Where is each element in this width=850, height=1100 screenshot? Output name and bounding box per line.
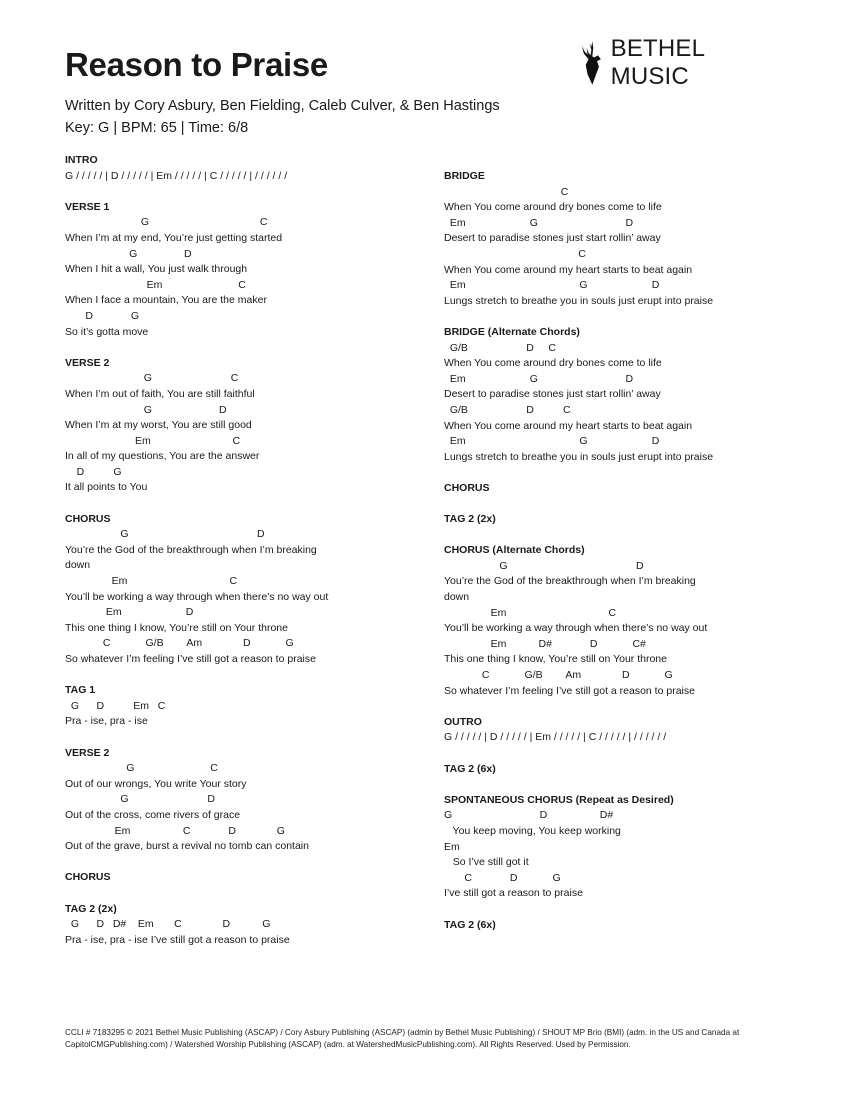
- chord-line: Em C: [444, 606, 617, 619]
- blank-line: [444, 777, 824, 793]
- blank-line: [65, 184, 445, 200]
- section-heading: INTRO: [65, 154, 98, 166]
- blank-line: [444, 465, 824, 481]
- lyric-line: Lungs stretch to breathe you in souls just erupt into praise: [444, 450, 714, 463]
- section-heading: CHORUS: [65, 512, 111, 525]
- chord-line: Em C D G: [65, 824, 285, 837]
- copyright-footer: CCLI # 7183295 © 2021 Bethel Music Publishing (ASCAP) / Cory Asbury Publishing (ASCAP) (admin by Bethel Music Publishing) / SHOUT MP Brio (BMI) (adm. in the US and Canada at CapitolCMGPublishing.com) / Watershed Worship Publishing (ASCAP) (adm. at WatershedMusicPublishing.com). All Rights Reserved. Used by Permission.: [65, 1028, 740, 1049]
- lyric-line: You’re the God of the breakthrough when I’m breaking: [444, 575, 696, 588]
- lyric-line: When You come around dry bones come to life: [444, 357, 662, 370]
- lyric-line: You’ll be working a way through when there’s no way out: [65, 590, 329, 603]
- section-heading: VERSE 2: [65, 356, 110, 369]
- stag-icon: [580, 39, 605, 87]
- blank-line: [65, 496, 445, 512]
- chord-line: Em D# D C#: [444, 637, 646, 650]
- chord-line: Em G D: [444, 372, 634, 385]
- chord-line: Em C: [65, 278, 246, 291]
- chord-line: Em C: [65, 575, 238, 588]
- chord-line: G/B D C: [444, 341, 557, 354]
- logo-text: BETHEL MUSIC: [610, 35, 705, 90]
- lyric-line: G / / / / / | D / / / / / | Em / / / / / | C / / / / / | / / / / / /: [65, 169, 288, 182]
- lyric-line: When You come around my heart starts to beat again: [444, 263, 693, 276]
- section-heading: OUTRO: [444, 715, 482, 728]
- chord-line: Em D: [65, 606, 194, 619]
- chord-line: G D D# Em C D G: [65, 918, 271, 931]
- songwriters: Written by Cory Asbury, Ben Fielding, Caleb Culver, & Ben Hastings: [65, 98, 500, 114]
- blank-line: [65, 340, 445, 356]
- section-heading: CHORUS (Alternate Chords): [444, 544, 585, 557]
- chord-line: G C: [65, 762, 218, 775]
- lyric-line: Out of the grave, burst a revival no tomb can contain: [65, 840, 309, 853]
- lyric-line: You keep moving, You keep working: [444, 824, 621, 837]
- section-heading: VERSE 2: [65, 746, 110, 759]
- blank-line: [65, 668, 445, 684]
- blank-line: [65, 855, 445, 871]
- chord-line: Em G D: [444, 216, 634, 229]
- left-column: [65, 153, 445, 948]
- chord-line: Em C: [65, 434, 241, 447]
- chord-line: G D: [65, 793, 215, 806]
- section-heading: BRIDGE (Alternate Chords): [444, 325, 580, 338]
- blank-line: [65, 730, 445, 746]
- lyric-line: So it’s gotta move: [65, 325, 149, 338]
- chord-line: C D G: [444, 871, 561, 884]
- blank-line: [444, 309, 824, 325]
- right-column: [444, 169, 824, 933]
- section-heading: TAG 2 (6x): [444, 762, 496, 775]
- lyric-line: When I’m at my end, You’re just getting started: [65, 231, 283, 244]
- lyric-line: When You come around dry bones come to life: [444, 201, 662, 214]
- chord-line: G D Em C: [65, 699, 166, 712]
- blank-line: [444, 496, 824, 512]
- chord-line: G C: [65, 372, 239, 385]
- section-heading: TAG 2 (2x): [444, 513, 496, 526]
- section-heading: CHORUS: [444, 481, 490, 494]
- song-title: Reason to Praise: [65, 46, 328, 83]
- section-heading: VERSE 1: [65, 200, 110, 213]
- lyric-line: In all of my questions, You are the answer: [65, 450, 260, 463]
- section-heading: TAG 2 (6x): [444, 918, 496, 931]
- lyric-line: When I’m out of faith, You are still faithful: [65, 387, 255, 400]
- lyric-line: Out of our wrongs, You write Your story: [65, 777, 247, 790]
- chord-line: C: [444, 247, 586, 260]
- lyric-line: So whatever I’m feeling I’ve still got a reason to praise: [65, 653, 316, 665]
- chord-line: G C: [65, 216, 268, 229]
- chord-line: G D D#: [444, 809, 614, 822]
- blank-line: [444, 902, 824, 918]
- key-bpm-time: Key: G | BPM: 65 | Time: 6/8: [65, 120, 249, 136]
- section-heading: TAG 2 (2x): [65, 902, 117, 915]
- lyric-line: You’ll be working a way through when there’s no way out: [444, 622, 708, 635]
- lyric-line: down: [65, 559, 91, 572]
- section-heading: TAG 1: [65, 684, 96, 697]
- lyric-line: When I face a mountain, You are the maker: [65, 294, 267, 307]
- section-heading: SPONTANEOUS CHORUS (Repeat as Desired): [444, 793, 674, 806]
- blank-line: [444, 699, 824, 715]
- chord-line: C: [444, 185, 569, 198]
- lyric-line: When I’m at my worst, You are still good: [65, 419, 252, 432]
- lyric-line: Pra - ise, pra - ise: [65, 715, 148, 728]
- section-heading: CHORUS: [65, 871, 111, 884]
- chord-line: Em: [444, 840, 460, 853]
- lyric-line: down: [444, 591, 470, 604]
- lyric-line: When I hit a wall, You just walk through: [65, 263, 248, 276]
- lyric-line: This one thing I know, You’re still on Your throne: [65, 621, 288, 634]
- bethel-music-logo: [580, 35, 780, 90]
- chord-line: D G: [65, 465, 122, 478]
- chord-line: C G/B Am D G: [444, 669, 673, 681]
- chord-line: C G/B Am D G: [65, 637, 294, 650]
- chord-line: Em G D: [444, 435, 660, 448]
- lyric-line: This one thing I know, You’re still on Your throne: [444, 653, 667, 666]
- lyric-line: When You come around my heart starts to beat again: [444, 419, 693, 432]
- section-heading: BRIDGE: [444, 170, 485, 182]
- lyric-line: Lungs stretch to breathe you in souls just erupt into praise: [444, 294, 714, 307]
- chord-line: Em G D: [444, 279, 660, 292]
- lyric-line: Desert to paradise stones just start rollin’ away: [444, 232, 661, 245]
- chord-line: G D: [65, 247, 192, 260]
- lyric-line: Desert to paradise stones just start rollin’ away: [444, 388, 661, 401]
- lyric-line: So whatever I’m feeling I’ve still got a reason to praise: [444, 684, 695, 697]
- lyric-line: It all points to You: [65, 481, 148, 494]
- lyric-line: G / / / / / | D / / / / / | Em / / / / / | C / / / / / | / / / / / /: [444, 731, 667, 744]
- chord-line: G D: [444, 559, 644, 572]
- chord-line: G D: [65, 403, 227, 416]
- lyric-line: So I’ve still got it: [444, 856, 529, 869]
- chord-line: D G: [65, 309, 140, 322]
- blank-line: [65, 886, 445, 902]
- blank-line: [444, 746, 824, 762]
- blank-line: [444, 528, 824, 544]
- lyric-line: Pra - ise, pra - ise I’ve still got a reason to praise: [65, 933, 290, 946]
- chord-line: G D: [65, 528, 265, 541]
- lyric-line: I’ve still got a reason to praise: [444, 887, 583, 900]
- chord-line: G/B D C: [444, 403, 571, 416]
- lyric-line: Out of the cross, come rivers of grace: [65, 808, 241, 821]
- lyric-line: You’re the God of the breakthrough when I’m breaking: [65, 543, 317, 556]
